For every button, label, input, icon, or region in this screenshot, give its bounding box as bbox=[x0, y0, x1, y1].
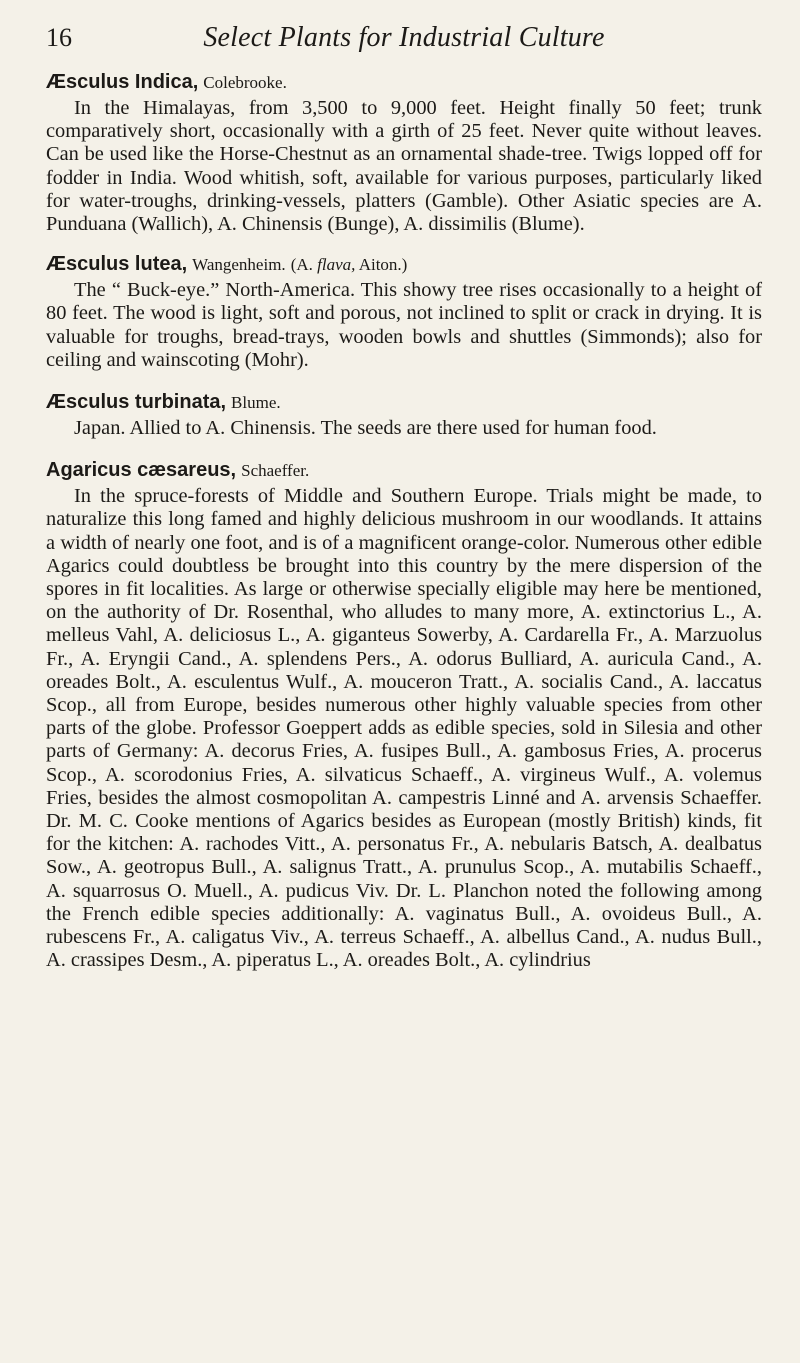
entry-text: Japan. Allied to A. Chinensis. The seeds are there used for human food. bbox=[74, 417, 657, 440]
running-head bbox=[46, 20, 762, 70]
species-name: Æsculus lutea, bbox=[46, 253, 188, 276]
book-page bbox=[46, 20, 762, 973]
entry-spacer bbox=[46, 236, 762, 252]
entry-agaricus-caesareus bbox=[46, 458, 762, 972]
species-authority: Colebrooke. bbox=[203, 73, 287, 92]
species-authority: Schaeffer. bbox=[241, 461, 310, 481]
entry-spacer bbox=[46, 372, 762, 390]
entry-aesculus-indica bbox=[46, 70, 762, 236]
species-authority: Blume. bbox=[231, 393, 281, 413]
entry-text: The “ Buck-eye.” North-America. This showy tree rises occasionally to a height of 80 feet. The wood is light, soft and porous, not inclined to split or crack in drying. It is valuable for troughs, bread-trays, wooden bowls and shuttles (Simmonds); also for ceiling and wainscoting (Mohr). bbox=[46, 279, 762, 371]
species-name: Æsculus turbinata, bbox=[46, 391, 227, 414]
species-authority: Wangenheim. bbox=[192, 255, 286, 275]
entry-aesculus-turbinata bbox=[46, 390, 762, 440]
entry-heading bbox=[46, 458, 762, 483]
running-title: Select Plants for Industrial Culture bbox=[203, 22, 605, 53]
synonym-suffix: Aiton.) bbox=[355, 255, 408, 275]
entry-heading bbox=[46, 70, 762, 95]
synonym-name: flava, bbox=[317, 255, 356, 275]
entry-text: In the Himalayas, from 3,500 to 9,000 feet. Height finally 50 feet; trunk comparatively short, occasionally with a girth of 25 feet. Never quite without leaves. Can be used like the Horse-Chestnut as an ornamental shade-tree. Twigs lopped off for fodder in India. Wood whitish, soft, available for various purposes, particularly liked for water-troughs, drinking-vessels, platters (Gamble). Other Asiatic species are A. Punduana (Wallich), A. Chinensis (Bunge), A. dissimilis (Blume). bbox=[46, 97, 762, 236]
entry-text: In the spruce-forests of Middle and Southern Europe. Trials might be made, to naturalize this long famed and highly delicious mushroom in our woodlands. It attains a width of nearly one foot, and is of a magnificent orange-color. Numerous other edible Agarics could doubtless be brought into this country by the mere dispersion of the spores in fit localities. As large or otherwise specially eligible may here be mentioned, on the authority of Dr. Rosenthal, who alludes to many more, A. extinctorius L., A. melleus Vahl, A. deliciosus L., A. giganteus Sowerby, A. Cardarella Fr., A. Marzuolus Fr., A. Eryngii Cand., A. splendens Pers., A. odorus Bulliard, A. auricula Cand., A. oreades Bolt., A. esculentus Wulf., A. mouceron Tratt., A. socialis Cand., A. laccatus Scop., all from Europe, besides numerous other highly valuable species from other parts of the globe. Professor Goeppert adds as edible species, sold in Silesia and other parts of Germany: A. decorus Fries, A. fusipes Bull., A. gambosus Fries, A. procerus Scop., A. scorodonius Fries, A. silvaticus Schaeff., A. virgineus Wulf., A. volemus Fries, besides the almost cosmopolitan A. campestris Linné and A. arvensis Schaeffer. Dr. M. C. Cooke mentions of Agarics besides as European (mostly British) kinds, fit for the kitchen: A. rachodes Vitt., A. personatus Fr., A. nebularis Batsch, A. dealbatus Sow., A. geotropus Bull., A. salignus Tratt., A. prunulus Scop., A. mutabilis Schaeff., A. squarrosus O. Muell., A. pudicus Viv. Dr. L. Planchon noted the following among the French edible species additionally: A. vaginatus Bull., A. ovoideus Bull., A. rubescens Fr., A. caligatus Viv., A. terreus Schaeff., A. albellus Cand., A. nudus Bull., A. crassipes Desm., A. piperatus L., A. oreades Bolt., A. cylindrius bbox=[46, 485, 762, 972]
entry-heading bbox=[46, 252, 762, 277]
entry-aesculus-lutea bbox=[46, 252, 762, 372]
synonym-prefix: (A. bbox=[290, 255, 318, 275]
entry-heading bbox=[46, 390, 762, 415]
species-name: Agaricus cæsareus, bbox=[46, 459, 237, 482]
entry-spacer bbox=[46, 440, 762, 458]
page-number: 16 bbox=[46, 23, 72, 52]
species-synonym bbox=[291, 255, 408, 274]
species-name: Æsculus Indica, bbox=[46, 71, 199, 93]
